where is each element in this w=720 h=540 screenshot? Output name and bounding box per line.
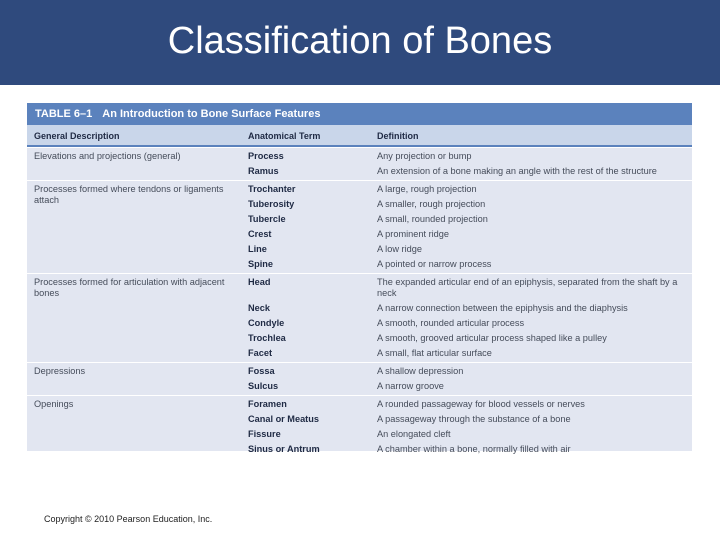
- anatomical-term: Tubercle: [248, 214, 286, 224]
- definition: A narrow connection between the epiphysis and the diaphysis: [377, 303, 628, 313]
- definition: A pointed or narrow process: [377, 259, 492, 269]
- header-definition: Definition: [377, 131, 419, 141]
- bone-features-table: [27, 103, 692, 454]
- feature-group: [27, 395, 692, 458]
- table-header-row: [27, 125, 692, 147]
- definition: A prominent ridge: [377, 229, 450, 239]
- definition: A low ridge: [377, 244, 422, 254]
- anatomical-term: Trochanter: [248, 184, 296, 194]
- definition: A smaller, rough projection: [377, 199, 486, 209]
- anatomical-term: Condyle: [248, 318, 285, 328]
- title-bar: [0, 0, 720, 85]
- anatomical-term: Fissure: [248, 429, 281, 439]
- definition: A small, flat articular surface: [377, 348, 492, 358]
- definition: Any projection or bump: [377, 151, 472, 161]
- group-description: Openings: [34, 399, 74, 409]
- anatomical-term: Crest: [248, 229, 272, 239]
- anatomical-term: Spine: [248, 259, 274, 269]
- anatomical-term: Head: [248, 277, 271, 287]
- anatomical-term: Facet: [248, 348, 273, 358]
- copyright-footer: Copyright © 2010 Pearson Education, Inc.: [44, 514, 213, 524]
- anatomical-term: Neck: [248, 303, 270, 313]
- anatomical-term: Foramen: [248, 399, 287, 409]
- anatomical-term: Line: [248, 244, 267, 254]
- definition: A shallow depression: [377, 366, 464, 376]
- definition: An elongated cleft: [377, 429, 451, 439]
- definition: A chamber within a bone, normally filled with air: [377, 444, 571, 454]
- anatomical-term: Sinus or Antrum: [248, 444, 320, 454]
- table-caption: An Introduction to Bone Surface Features: [102, 108, 321, 120]
- group-description: Processes formed for articulation with adjacent bones: [34, 277, 225, 298]
- anatomical-term: Sulcus: [248, 381, 279, 391]
- group-description: Elevations and projections (general): [34, 151, 181, 161]
- definition: A passageway through the substance of a bone: [377, 414, 571, 424]
- anatomical-term: Ramus: [248, 166, 279, 176]
- table-number: TABLE 6–1: [35, 108, 93, 120]
- group-description: Processes formed where tendons or ligaments attach: [34, 184, 224, 205]
- definition: A smooth, grooved articular process shaped like a pulley: [377, 333, 607, 343]
- anatomical-term: Trochlea: [248, 333, 286, 343]
- definition: A small, rounded projection: [377, 214, 488, 224]
- header-general-description: General Description: [34, 131, 120, 141]
- anatomical-term: Fossa: [248, 366, 275, 376]
- header-anatomical-term: Anatomical Term: [248, 131, 321, 141]
- definition: An extension of a bone making an angle with the rest of the structure: [377, 166, 657, 176]
- feature-group: [27, 180, 692, 273]
- feature-group: [27, 362, 692, 395]
- anatomical-term: Canal or Meatus: [248, 414, 319, 424]
- feature-group: [27, 147, 692, 180]
- definition: A narrow groove: [377, 381, 444, 391]
- group-description: Depressions: [34, 366, 86, 376]
- definition: A rounded passageway for blood vessels or nerves: [377, 399, 585, 409]
- anatomical-term: Process: [248, 151, 284, 161]
- definition: A smooth, rounded articular process: [377, 318, 525, 328]
- table-title: [27, 103, 692, 125]
- anatomical-term: Tuberosity: [248, 199, 295, 209]
- feature-group: [27, 273, 692, 362]
- definition: A large, rough projection: [377, 184, 477, 194]
- definition: The expanded articular end of an epiphysis, separated from the shaft by a neck: [377, 277, 678, 298]
- slide-title: Classification of Bones: [167, 20, 553, 62]
